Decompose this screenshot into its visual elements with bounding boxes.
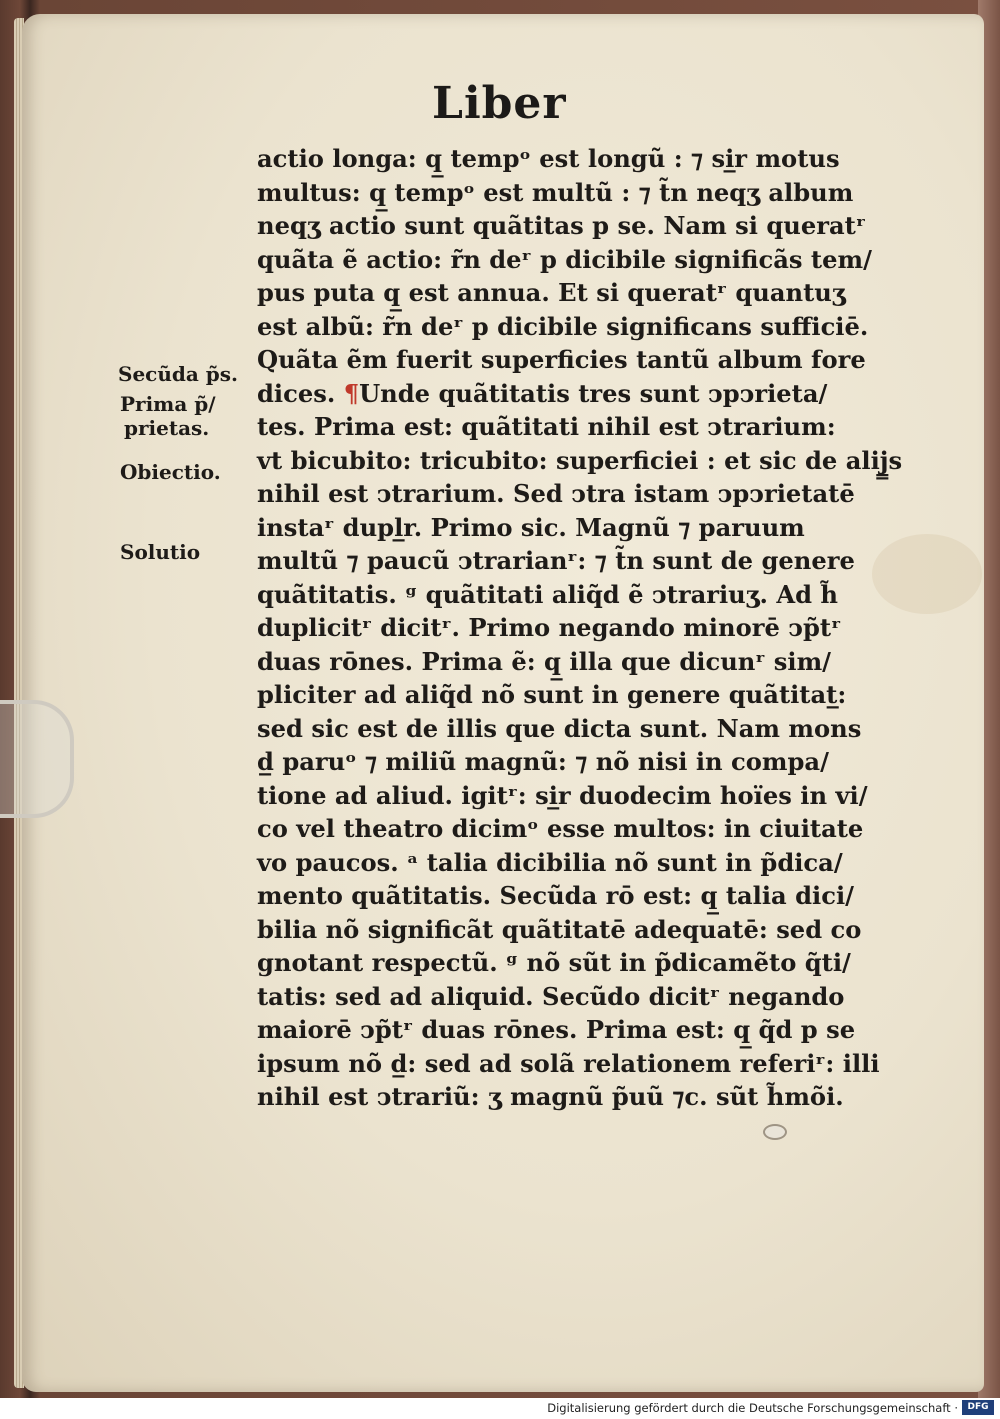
funding-credit: Digitalisierung gefördert durch die Deutsche Forschungsgemeinschaft · [547, 1401, 958, 1415]
wormhole-mark [763, 1124, 787, 1140]
text-line: tatis: sed ad aliquid. Secũdo dicitʳ negando [257, 981, 845, 1011]
text-line: d̲ paruᵒ ⁊ miliũ magnũ: ⁊ nõ nisi in compa/ [257, 747, 829, 776]
text-line: quãtitatis. ᵍ quãtitati aliq̃d ẽ ↄtrariuʒ. Ad h̃ [257, 579, 839, 609]
text-line: vo paucos. ᵃ talia dicibilia nõ sunt in p̃dica/ [257, 847, 843, 877]
text-line: multũ ⁊ paucũ ↄtrarianʳ: ⁊ t̃n sunt de genere [257, 546, 855, 575]
text-line: duplicitʳ dicitʳ. Primo negando minorē ↄp̃tʳ [257, 613, 842, 642]
dfg-logo: DFG [962, 1400, 994, 1415]
text-line: duas rōnes. Prima ẽ: q̲ illa que dicunʳ sim/ [257, 646, 832, 676]
text-line: tione ad aliud. igitʳ: si̲r duodecim hoïes in vi/ [257, 780, 868, 810]
marginal-note-obiectio: Obiectio. [120, 460, 221, 484]
text-line: pus puta q̲ est annua. Et si queratʳ quantuʒ [257, 278, 846, 307]
text-line: actio longa: q̲ tempᵒ est longũ : ⁊ si̲r motus [257, 144, 840, 173]
text-segment: Unde quãtitatis tres sunt ↄpↄrieta/ [359, 378, 828, 408]
text-line: gnotant respectũ. ᵍ nõ sũt in p̃dicamẽto q̃ti/ [257, 948, 851, 977]
text-line: multus: q̲ tempᵒ est multũ : ⁊ t̃n neqʒ album [257, 177, 854, 207]
footer-bar [0, 1398, 1000, 1419]
text-line: co vel theatro dicimᵒ esse multos: in ciuitate [257, 814, 864, 843]
marginal-note-prima-proprietas-cont: prietas. [124, 416, 210, 440]
text-line: maiorē ↄp̃tʳ duas rōnes. Prima est: q̲ q̃d p se [257, 1015, 856, 1044]
text-line: nihil est ↄtrarium. Sed ↄtra istam ↄpↄrietatē [257, 479, 855, 508]
text-line: pliciter ad aliq̃d nõ sunt in genere quãtitat̲: [257, 680, 847, 709]
text-line: neqʒ actio sunt quãtitas p se. Nam si queratʳ [257, 211, 866, 240]
text-line: bilia nõ significãt quãtitatē adequatē: sed co [257, 914, 862, 944]
text-line: nihil est ↄtrariũ: ʒ magnũ p̃uũ ⁊c. sũt h̃mõi. [257, 1082, 844, 1111]
text-line: quãta ẽ actio: r̃n deʳ p dicibile significãs tem/ [257, 244, 872, 274]
text-line: est albũ: r̃n deʳ p dicibile significans sufficiē. [257, 311, 869, 341]
main-text-column [257, 142, 903, 1114]
text-line: Quãta ẽm fuerit superficies tantũ album fore [257, 345, 866, 374]
marginal-note-solutio: Solutio [120, 540, 201, 564]
text-line-with-rubric [257, 377, 828, 411]
rubric-paragraph-mark: ¶ [343, 378, 360, 408]
page-clip [0, 700, 74, 818]
text-line: sed sic est de illis que dicta sunt. Nam mons [257, 713, 862, 743]
text-line: vt bicubito: tricubito: superficiei : et sic de alij̳s [257, 445, 903, 475]
text-line: tes. Prima est: quãtitati nihil est ↄtrarium: [257, 412, 836, 441]
text-line: ipsum nõ d̲: sed ad solã relationem referiʳ: illi [257, 1048, 880, 1078]
paper-stain [872, 534, 982, 614]
text-segment: dices. [257, 378, 344, 408]
marginal-note-prima-proprietas: Prima p̃/ [120, 392, 216, 416]
text-line: instaʳ dupl̲r. Primo sic. Magnũ ⁊ paruum [257, 512, 805, 542]
text-line: mento quãtitatis. Secũda rō est: q̲ talia dici/ [257, 881, 854, 910]
running-header: Liber [432, 78, 567, 129]
marginal-note-secunda-pars: Secũda p̃s. [118, 362, 238, 386]
